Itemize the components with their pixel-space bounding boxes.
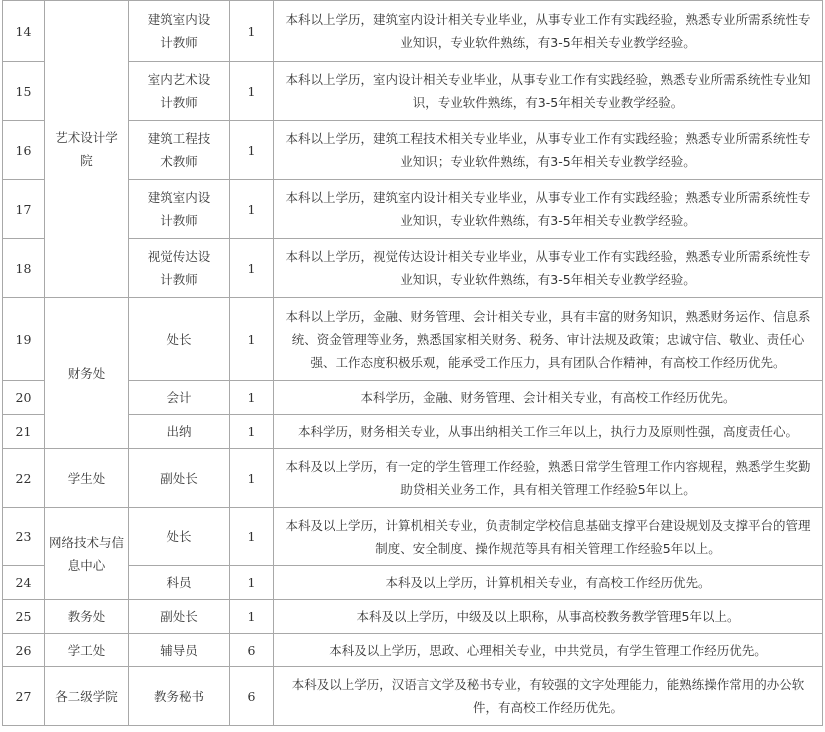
headcount-cell: 1: [230, 566, 274, 600]
headcount-cell: 1: [230, 298, 274, 381]
headcount-cell: 1: [230, 62, 274, 121]
position-cell: 室内艺术设计教师: [129, 62, 230, 121]
headcount-cell: 1: [230, 239, 274, 298]
requirement-cell: 本科以上学历，视觉传达设计相关专业毕业，从事专业工作有实践经验，熟悉专业所需系统性专业知识，专业软件熟练，有3-5年相关专业教学经验。: [274, 239, 823, 298]
department-cell: 各二级学院: [45, 667, 129, 726]
position-cell: 视觉传达设计教师: [129, 239, 230, 298]
table-row: [3, 1, 823, 62]
department-cell: 学生处: [45, 449, 129, 508]
requirement-cell: 本科及以上学历，计算机相关专业，有高校工作经历优先。: [274, 566, 823, 600]
requirement-cell: 本科以上学历，金融、财务管理、会计相关专业，具有丰富的财务知识，熟悉财务运作、信息系统、资金管理等业务，熟悉国家相关财务、税务、审计法规及政策；忠诚守信、敬业、责任心强、工作态度积极乐观，能承受工作压力，具有团队合作精神，有高校工作经历优先。: [274, 298, 823, 381]
department-cell: 教务处: [45, 600, 129, 634]
position-cell: 辅导员: [129, 634, 230, 667]
table-row: [3, 298, 823, 381]
row-number: 15: [3, 62, 45, 121]
table-row: [3, 449, 823, 508]
requirement-cell: 本科以上学历，建筑室内设计相关专业毕业，从事专业工作有实践经验；熟悉专业所需系统性专业知识，专业软件熟练，有3-5年相关专业教学经验。: [274, 180, 823, 239]
requirement-cell: 本科及以上学历，汉语言文学及秘书专业，有较强的文字处理能力，能熟练操作常用的办公软件，有高校工作经历优先。: [274, 667, 823, 726]
row-number: 17: [3, 180, 45, 239]
row-number: 16: [3, 121, 45, 180]
department-cell: 学工处: [45, 634, 129, 667]
table-row: [3, 634, 823, 667]
requirement-cell: 本科及以上学历，思政、心理相关专业，中共党员，有学生管理工作经历优先。: [274, 634, 823, 667]
recruitment-table: [2, 0, 823, 726]
table-row: [3, 600, 823, 634]
headcount-cell: 1: [230, 600, 274, 634]
row-number: 14: [3, 1, 45, 62]
row-number: 25: [3, 600, 45, 634]
headcount-cell: 6: [230, 667, 274, 726]
requirement-cell: 本科以上学历，室内设计相关专业毕业，从事专业工作有实践经验，熟悉专业所需系统性专业知识，专业软件熟练，有3-5年相关专业教学经验。: [274, 62, 823, 121]
headcount-cell: 1: [230, 508, 274, 566]
row-number: 27: [3, 667, 45, 726]
position-cell: 出纳: [129, 415, 230, 449]
position-cell: 建筑室内设计教师: [129, 180, 230, 239]
headcount-cell: 1: [230, 381, 274, 415]
position-cell: 副处长: [129, 449, 230, 508]
requirement-cell: 本科学历，财务相关专业，从事出纳相关工作三年以上，执行力及原则性强，高度责任心。: [274, 415, 823, 449]
position-cell: 教务秘书: [129, 667, 230, 726]
position-cell: 会计: [129, 381, 230, 415]
headcount-cell: 1: [230, 180, 274, 239]
requirement-cell: 本科以上学历，建筑室内设计相关专业毕业，从事专业工作有实践经验，熟悉专业所需系统性专业知识，专业软件熟练，有3-5年相关专业教学经验。: [274, 1, 823, 62]
requirement-cell: 本科及以上学历，计算机相关专业，负责制定学校信息基础支撑平台建设规划及支撑平台的管理制度、安全制度、操作规范等具有相关管理工作经验5年以上。: [274, 508, 823, 566]
requirement-cell: 本科以上学历，建筑工程技术相关专业毕业，从事专业工作有实践经验；熟悉专业所需系统性专业知识；专业软件熟练，有3-5年相关专业教学经验。: [274, 121, 823, 180]
position-cell: 建筑室内设计教师: [129, 1, 230, 62]
table-row: [3, 508, 823, 566]
requirement-cell: 本科学历，金融、财务管理、会计相关专业，有高校工作经历优先。: [274, 381, 823, 415]
table-row: [3, 667, 823, 726]
department-cell: 财务处: [45, 298, 129, 449]
row-number: 23: [3, 508, 45, 566]
headcount-cell: 6: [230, 634, 274, 667]
headcount-cell: 1: [230, 121, 274, 180]
position-cell: 建筑工程技术教师: [129, 121, 230, 180]
department-cell: 艺术设计学院: [45, 1, 129, 298]
position-cell: 副处长: [129, 600, 230, 634]
headcount-cell: 1: [230, 415, 274, 449]
row-number: 21: [3, 415, 45, 449]
headcount-cell: 1: [230, 1, 274, 62]
headcount-cell: 1: [230, 449, 274, 508]
row-number: 20: [3, 381, 45, 415]
row-number: 26: [3, 634, 45, 667]
row-number: 18: [3, 239, 45, 298]
position-cell: 科员: [129, 566, 230, 600]
requirement-cell: 本科及以上学历，有一定的学生管理工作经验，熟悉日常学生管理工作内容规程，熟悉学生奖勤助贷相关业务工作，具有相关管理工作经验5年以上。: [274, 449, 823, 508]
row-number: 19: [3, 298, 45, 381]
row-number: 24: [3, 566, 45, 600]
position-cell: 处长: [129, 298, 230, 381]
department-cell: 网络技术与信息中心: [45, 508, 129, 600]
position-cell: 处长: [129, 508, 230, 566]
requirement-cell: 本科及以上学历，中级及以上职称，从事高校教务教学管理5年以上。: [274, 600, 823, 634]
row-number: 22: [3, 449, 45, 508]
